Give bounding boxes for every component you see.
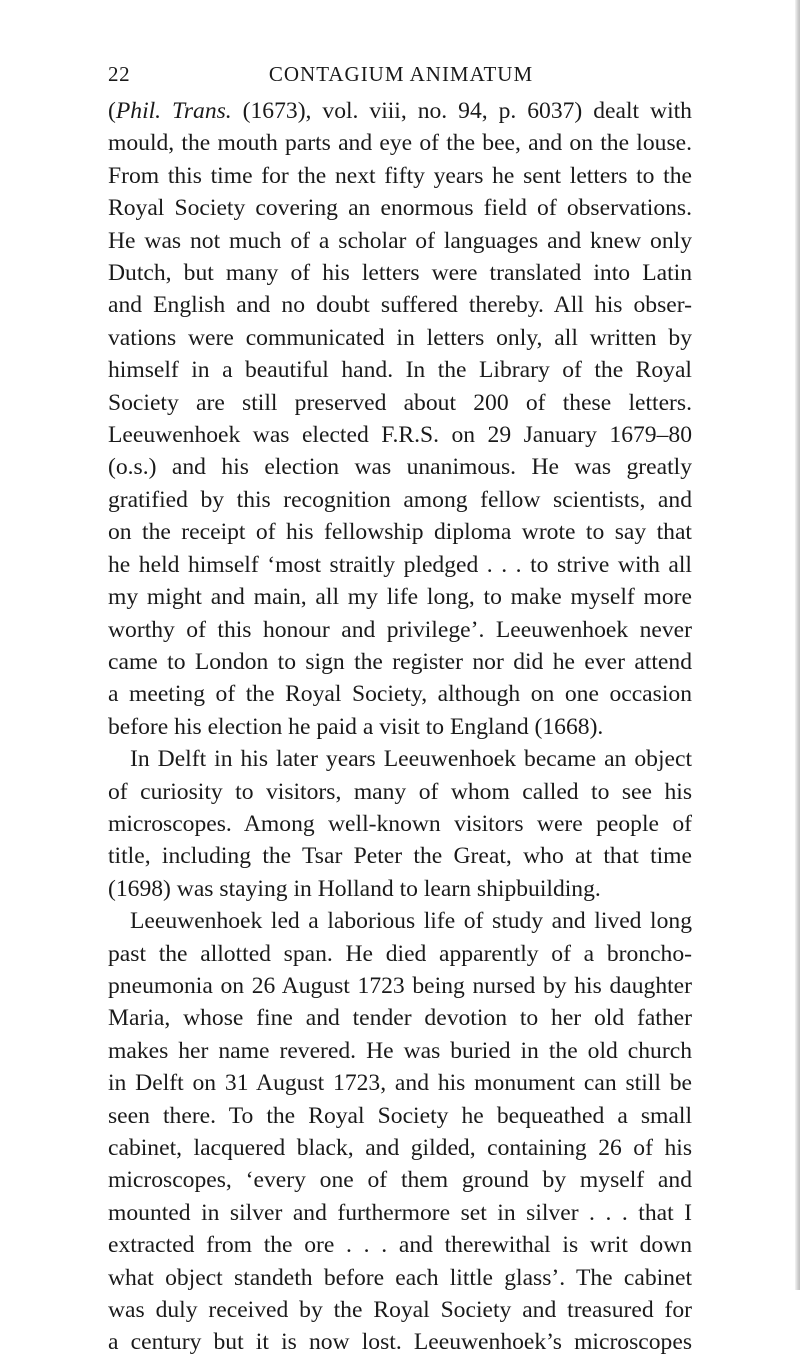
text-line: he held himself ‘most straitly pledged . . . to strive with all: [108, 551, 692, 578]
text-line: in Delft on 31 August 1723, and his monument can still be: [108, 1070, 692, 1097]
text-line: my might and main, all my life long, to make myself more: [108, 584, 692, 611]
text-line: microscopes. Among well-known visitors were people of: [108, 810, 692, 837]
text-line: seen there. To the Royal Society he bequeathed a small: [108, 1102, 692, 1129]
text-line: Dutch, but many of his letters were translated into Latin: [108, 260, 692, 287]
body-text: [108, 95, 692, 1359]
text-line: mounted in silver and furthermore set in silver . . . that I: [108, 1199, 692, 1226]
text-line: Leeuwenhoek was elected F.R.S. on 29 January 1679–80: [108, 422, 692, 449]
text-line: vations were communicated in letters only, all written by: [108, 324, 692, 351]
text-line: (Phil. Trans. (1673), vol. viii, no. 94, p. 6037) dealt with: [108, 98, 692, 124]
text-line: worthy of this honour and privilege’. Leeuwenhoek never: [108, 616, 692, 643]
text-line: extracted from the ore . . . and therewithal is writ down: [108, 1232, 692, 1259]
text-line: past the allotted span. He died apparently of a broncho-: [108, 940, 692, 967]
text-line: (1698) was staying in Holland to learn shipbuilding.: [108, 875, 601, 902]
text-line: Royal Society covering an enormous field of observations.: [108, 195, 692, 222]
running-title: CONTAGIUM ANIMATUM: [268, 62, 534, 86]
text-line: a century but it is now lost. Leeuwenhoek’s microscopes: [108, 1329, 692, 1356]
text-line: From this time for the next fifty years he sent letters to the: [108, 162, 692, 189]
text-line: mould, the mouth parts and eye of the bee, and on the louse.: [108, 130, 692, 157]
text-line: Leeuwenhoek led a laborious life of study and lived long: [130, 908, 692, 935]
text-line: In Delft in his later years Leeuwenhoek became an object: [130, 746, 692, 773]
page-number: 22: [108, 62, 131, 86]
text-line: and English and no doubt suffered thereby. All his obser-: [108, 292, 692, 319]
text-line: himself in a beautiful hand. In the Library of the Royal: [108, 357, 692, 384]
page-header: [108, 62, 694, 96]
text-line: (o.s.) and his election was unanimous. He was greatly: [108, 454, 692, 481]
text-line: before his election he paid a visit to England (1668).: [108, 713, 604, 740]
text-line: came to London to sign the register nor did he ever attend: [108, 648, 692, 675]
text-line: title, including the Tsar Peter the Great, who at that time: [108, 843, 692, 870]
text-line: Maria, whose fine and tender devotion to her old father: [108, 1005, 692, 1032]
text-line: was duly received by the Royal Society and treasured for: [108, 1297, 692, 1324]
text-line: on the receipt of his fellowship diploma wrote to say that: [108, 519, 692, 546]
text-line: He was not much of a scholar of languages and knew only: [108, 227, 692, 254]
text-line: what object standeth before each little glass’. The cabinet: [108, 1264, 692, 1291]
text-line: of curiosity to visitors, many of whom called to see his: [108, 778, 692, 805]
text-line: pneumonia on 26 August 1723 being nursed by his daughter: [108, 972, 692, 999]
text-line: microscopes, ‘every one of them ground by myself and: [108, 1167, 692, 1194]
text-line: a meeting of the Royal Society, although on one occasion: [108, 681, 692, 708]
text-line: gratified by this recognition among fellow scientists, and: [108, 486, 692, 513]
text-line: makes her name revered. He was buried in the old church: [108, 1037, 692, 1064]
page-edge-shadow: [795, 0, 800, 1290]
text-line: cabinet, lacquered black, and gilded, containing 26 of his: [108, 1135, 692, 1161]
text-line: Society are still preserved about 200 of these letters.: [108, 389, 692, 416]
